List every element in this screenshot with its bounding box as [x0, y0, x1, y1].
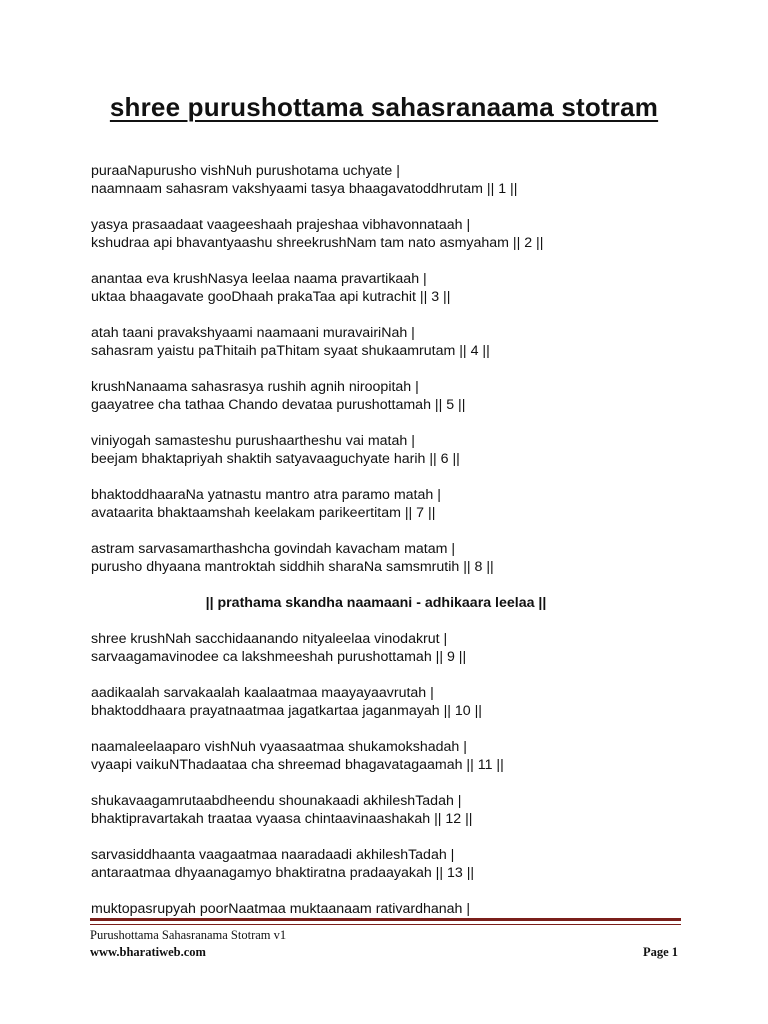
verse-line: bhaktoddhaaraNa yatnastu mantro atra paramo matah |	[91, 487, 441, 503]
verse-stanza	[91, 738, 691, 774]
section-heading: || prathama skandha naamaani - adhikaara leelaa ||	[205, 595, 547, 611]
verse-line: bhaktipravartakah traataa vyaasa chintaavinaashakah || 12 ||	[91, 811, 473, 827]
verse-line: anantaa eva krushNasya leelaa naama pravartikaah |	[91, 271, 427, 287]
verse-stanza	[91, 846, 691, 882]
verse-line: vyaapi vaikuNThadaataa cha shreemad bhagavatagaamah || 11 ||	[91, 757, 504, 773]
verse-line: aadikaalah sarvakaalah kaalaatmaa maayayaavrutah |	[91, 685, 434, 701]
verse-line: viniyogah samasteshu purushaartheshu vai matah |	[91, 433, 415, 449]
verse-line: beejam bhaktapriyah shaktih satyavaaguchyate harih || 6 ||	[91, 451, 460, 467]
footer-rule	[90, 918, 681, 921]
verse-line: shukavaagamrutaabdheendu shounakaadi akhileshTadah |	[91, 793, 462, 809]
verse-stanza	[91, 792, 691, 828]
verse-line: avataarita bhaktaamshah keelakam parikeertitam || 7 ||	[91, 505, 436, 521]
verse-line: muktopasrupyah poorNaatmaa muktaanaam rativardhanah |	[91, 901, 471, 917]
verse-line: naamaleelaaparo vishNuh vyaasaatmaa shukamokshadah |	[91, 739, 467, 755]
verse-line: yasya prasaadaat vaageeshaah prajeshaa vibhavonnataah |	[91, 217, 471, 233]
verse-line: gaayatree cha tathaa Chando devataa purushottamah || 5 ||	[91, 397, 466, 413]
verse-line: sarvaagamavinodee ca lakshmeeshah purushottamah || 9 ||	[91, 649, 467, 665]
verse-body	[91, 162, 691, 936]
verse-line: krushNanaama sahasrasya rushih agnih niroopitah |	[91, 379, 419, 395]
verse-line: atah taani pravakshyaami naamaani muravairiNah |	[91, 325, 415, 341]
verse-line: astram sarvasamarthashcha govindah kavacham matam |	[91, 541, 456, 557]
verse-line: naamnaam sahasram vakshyaami tasya bhaagavatoddhrutam || 1 ||	[91, 181, 518, 197]
verse-line: kshudraa api bhavantyaashu shreekrushNam tam nato asmyaham || 2 ||	[91, 235, 544, 251]
verse-line: sarvasiddhaanta vaagaatmaa naaradaadi akhileshTadah |	[91, 847, 455, 863]
footer-rule-thin	[90, 924, 681, 925]
verse-line: purusho dhyaana mantroktah siddhih sharaNa samsmrutih || 8 ||	[91, 559, 494, 575]
verse-stanza	[91, 432, 691, 468]
verse-line: puraaNapurusho vishNuh purushotama uchyate |	[91, 163, 400, 179]
verse-stanza	[91, 216, 691, 252]
verse-line: sahasram yaistu paThitaih paThitam syaat shukaamrutam || 4 ||	[91, 343, 490, 359]
verse-stanza	[91, 324, 691, 360]
verse-line: antaraatmaa dhyaanagamyo bhaktiratna pradaayakah || 13 ||	[91, 865, 475, 881]
page-number: Page 1	[642, 945, 678, 959]
verse-stanza	[91, 486, 691, 522]
page-title: shree purushottama sahasranaama stotram	[109, 92, 659, 122]
verse-line: uktaa bhaagavate gooDhaah prakaTaa api kutrachit || 3 ||	[91, 289, 451, 305]
footer-website: www.bharatiweb.com	[90, 945, 206, 959]
verse-line: shree krushNah sacchidaanando nityaleelaa vinodakrut |	[91, 631, 448, 647]
verse-stanza	[91, 540, 691, 576]
verse-line: bhaktoddhaara prayatnaatmaa jagatkartaa jaganmayah || 10 ||	[91, 703, 482, 719]
verse-stanza	[91, 270, 691, 306]
footer-document-title: Purushottama Sahasranama Stotram v1	[90, 928, 287, 942]
verse-stanza	[91, 630, 691, 666]
verse-stanza	[91, 684, 691, 720]
verse-stanza	[91, 162, 691, 198]
verse-stanza	[91, 378, 691, 414]
verse-stanza	[91, 900, 691, 918]
